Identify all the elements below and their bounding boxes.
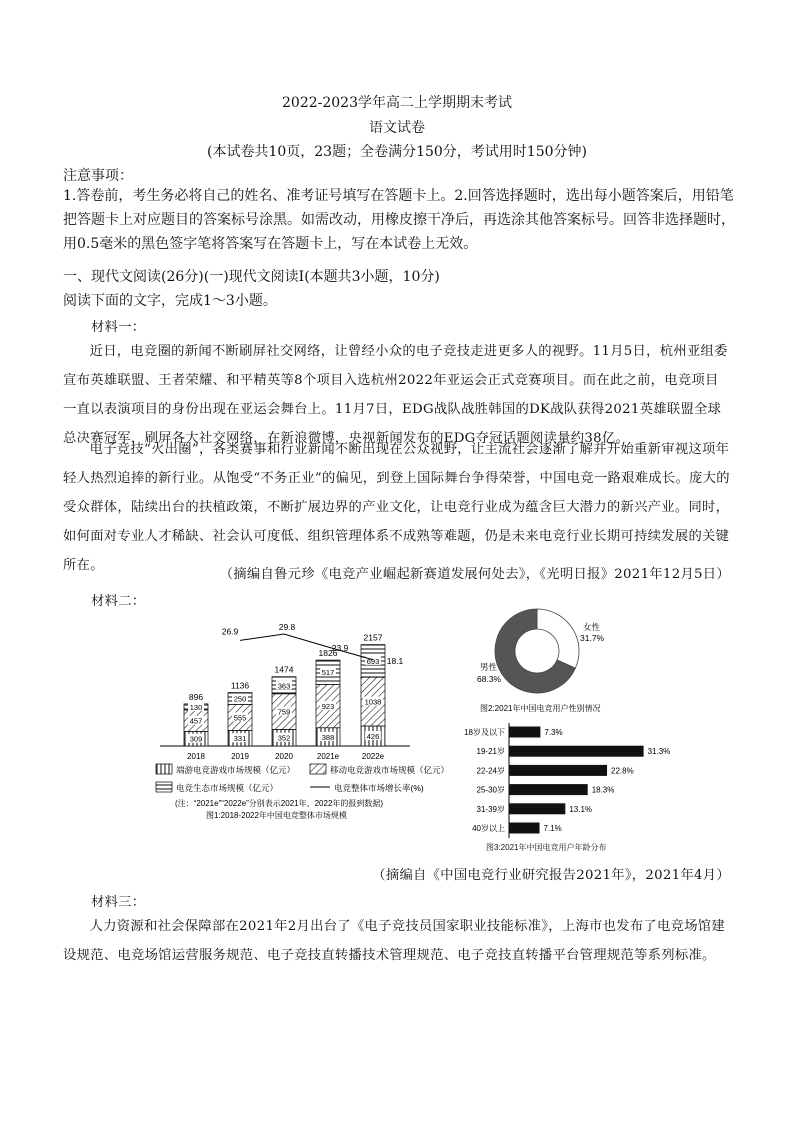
- legend-eco: 电竞生态市场规模（亿元）: [176, 783, 279, 793]
- age-category-label: 40岁以上: [472, 824, 505, 833]
- age-value-label: 7.3%: [544, 728, 563, 737]
- material2-label: 材料二：: [91, 594, 146, 609]
- age-value-label: 22.8%: [611, 766, 634, 776]
- age-bar-4: [509, 803, 565, 814]
- fig2-title: 图2:2021年中国电竞用户性别情况: [480, 704, 601, 713]
- bar-segment-label: 388: [321, 732, 335, 742]
- bar-total-label: 1474: [274, 664, 294, 675]
- figures: [0, 605, 794, 865]
- age-bar-chart: [464, 723, 670, 838]
- age-value-label: 31.3%: [647, 747, 671, 757]
- bar-segment-label: 309: [189, 734, 203, 744]
- legend-mobile: 移动电竞游戏市场规模（亿元）: [330, 765, 450, 775]
- x-tick-label: 2022e: [361, 752, 385, 761]
- bar-segment-label: 250: [233, 694, 247, 704]
- age-bar-0: [509, 727, 540, 738]
- age-bar-2: [509, 765, 607, 776]
- x-tick-label: 2020: [275, 752, 293, 761]
- growth-rate-line: [240, 634, 373, 660]
- bar-segment-label: 517: [321, 668, 335, 678]
- growth-rate-label: 18.1: [386, 655, 404, 666]
- age-category-label: 22-24岁: [476, 766, 505, 776]
- bar-segment-label: 555: [233, 713, 247, 723]
- male-label: 男性: [480, 662, 498, 672]
- legend-swatch-eco: [156, 782, 172, 792]
- bar-segment-label: 923: [321, 702, 335, 712]
- fig1-note: (注：“2021e”“2022e”分别表示2021年、2022年的报到数据): [175, 799, 384, 808]
- age-value-label: 18.3%: [591, 785, 615, 795]
- bar-segment-label: 426: [366, 731, 380, 741]
- growth-rate-label: 26.9: [221, 626, 239, 637]
- bar-segment-label: 759: [277, 707, 291, 717]
- bar-segment-label: 457: [189, 716, 203, 726]
- female-label: 女性: [583, 622, 601, 632]
- gender-donut-chart: [477, 609, 605, 713]
- female-value: 31.7%: [580, 633, 605, 643]
- legend-pc: 端游电竞游戏市场规模（亿元）: [176, 765, 296, 775]
- bar-segment-label: 331: [233, 734, 247, 744]
- bar-total-label: 2157: [363, 632, 383, 643]
- donut-slice-0: [537, 609, 579, 668]
- age-value-label: 13.1%: [569, 804, 593, 814]
- material1-source: （摘编自鲁元珍《电竞产业崛起新赛道发展何处去》，《光明日报》2021年12月5日）: [219, 567, 730, 582]
- age-category-label: 25-30岁: [476, 785, 505, 795]
- exam-subject: 语文试卷: [369, 120, 425, 136]
- bar-segment-label: 693: [366, 656, 380, 666]
- age-bar-3: [509, 784, 588, 795]
- material2-source: （摘编自《中国电竞行业研究报告2021年》，2021年4月）: [372, 868, 730, 883]
- bar-segment-label: 363: [277, 681, 291, 691]
- bar-total-label: 1826: [318, 648, 338, 659]
- growth-rate-label: 29.8: [278, 622, 296, 633]
- section-heading: 一、现代文阅读(26分)(一)现代文阅读Ⅰ(本题共3小题，10分): [63, 269, 440, 285]
- x-tick-label: 2019: [231, 752, 249, 761]
- section-instruction: 阅读下面的文字，完成1～3小题。: [63, 293, 277, 309]
- age-bar-5: [509, 823, 540, 834]
- x-tick-label: 2021e: [316, 752, 340, 761]
- bar-segment-label: 352: [277, 733, 291, 743]
- material3-label: 材料三：: [91, 895, 146, 910]
- material1-paragraph-1: 近日，电竞圈的新闻不断刷屏社交网络，让曾经小众的电子竞技走进更多人的视野。11月5日，杭州亚组委宣布英雄联盟、王者荣耀、和平精英等8个项目入选杭州2022年亚运会正式竞赛项目。而在此之前，电竞项目一直以表演项目的身份出现在亚运会舞台上。11月7日，EDG战队战胜韩国的DK战队获得2021英雄联盟全球总决赛冠军，刷屏各大社交网络，在新浪微博，央视新闻发布的EDG夺冠话题阅读量约38亿。: [63, 344, 728, 446]
- legend-swatch-mobile: [310, 764, 326, 774]
- x-tick-label: 2018: [187, 752, 205, 761]
- notice-body: 1.答卷前，考生务必将自己的姓名、准考证号填写在答题卡上。2.回答选择题时，选出每小题答案后，用铅笔把答题卡上对应题目的答案标号涂黑。如需改动，用橡皮擦干净后，再选涂其他答案标号。回答非选择题时，用0.5毫米的黑色签字笔将答案写在答题卡上，写在本试卷上无效。: [63, 188, 735, 252]
- material3-paragraph: 人力资源和社会保障部在2021年2月出台了《电子竞技员国家职业技能标准》，上海市也发布了电竞场馆建设规范、电竞场馆运营服务规范、电子竞技直转播技术管理规范、电子竞技直转播平台管理规范等系列标准。: [63, 919, 726, 963]
- material1-label: 材料一：: [91, 320, 146, 335]
- age-category-label: 31-39岁: [476, 804, 505, 814]
- bar-segment-label: 130: [189, 702, 203, 712]
- material1-paragraph-2: 电子竞技“火出圈”，各类赛事和行业新闻不断出现在公众视野，让主流社会逐渐了解并开始重新审视这项年轻人热烈追捧的新行业。从饱受“不务正业”的偏见，到登上国际舞台争得荣誉，中国电竞一路艰难成长。庞大的受众群体，陆续出台的扶植政策，不断扩展边界的产业文化，让电竞行业成为蕴含巨大潜力的新兴产业。同时，如何面对专业人才稀缺、社会认可度低、组织管理体系不成熟等难题，仍是未来电竞行业长期可持续发展的关键所在。: [63, 442, 730, 573]
- age-category-label: 19-21岁: [476, 747, 505, 757]
- bar-segment-label: 1038: [364, 697, 382, 707]
- bar-total-label: 896: [188, 691, 204, 702]
- bar-total-label: 1136: [230, 680, 250, 691]
- age-category-label: 18岁及以下: [464, 728, 505, 737]
- growth-rate-label: 23.9: [331, 643, 349, 654]
- legend-growth: 电竞整体市场增长率(%): [334, 783, 424, 793]
- exam-title: 2022-2023学年高二上学期期末考试: [282, 95, 512, 111]
- fig3-title: 图3:2021年中国电竞用户年龄分布: [486, 843, 607, 852]
- age-value-label: 7.1%: [543, 824, 562, 833]
- market-size-chart: [156, 622, 449, 820]
- legend-swatch-pc: [156, 764, 172, 774]
- male-value: 68.3%: [477, 674, 502, 684]
- fig1-title: 图1:2018-2022年中国电竞整体市场规模: [206, 811, 347, 820]
- notice-heading: 注意事项：: [63, 168, 133, 184]
- exam-note: (本试卷共10页，23题；全卷满分150分，考试用时150分钟): [207, 144, 587, 160]
- age-bar-1: [509, 746, 644, 757]
